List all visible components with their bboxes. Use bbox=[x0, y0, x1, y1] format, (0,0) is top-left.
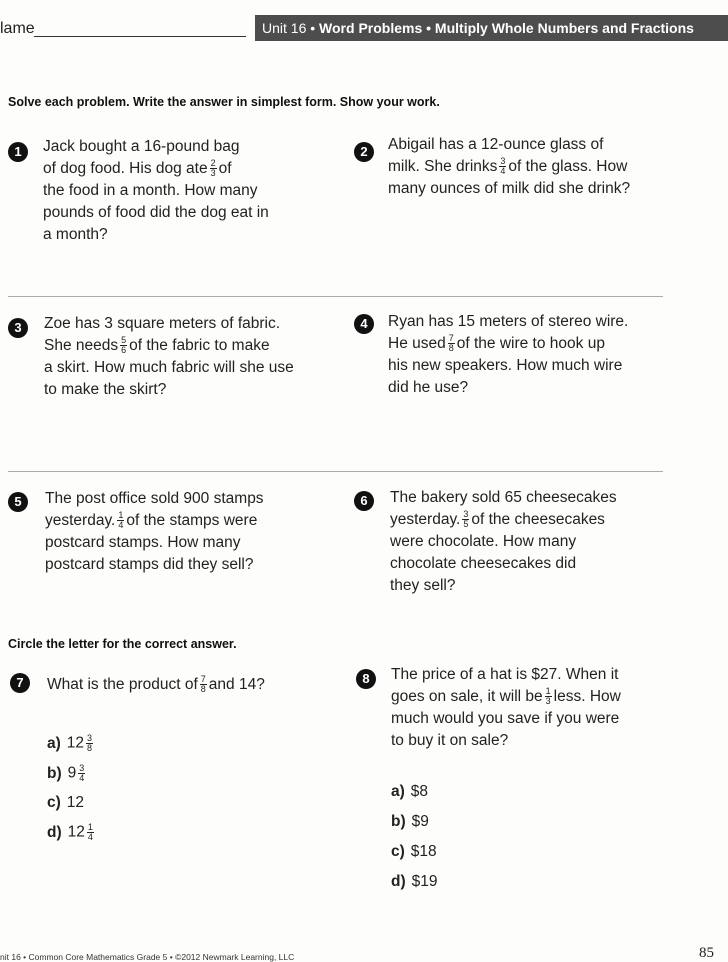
problem-line: goes on sale, it will be $\frac{1}{3}$ less. How bbox=[391, 686, 621, 707]
fraction: $\frac{1}{3}$ bbox=[545, 686, 551, 707]
problem-number-2: 2 bbox=[354, 142, 374, 162]
problem-line: chocolate cheesecakes did bbox=[390, 555, 577, 572]
unit-label: Unit 16 • bbox=[262, 20, 320, 36]
fraction: $\frac{3}{5}$ bbox=[463, 509, 469, 530]
problem-line: Ryan has 15 meters of stereo wire. bbox=[388, 313, 629, 330]
problem-line: his new speakers. How much wire bbox=[388, 357, 623, 374]
problem-line: What is the product of $\frac{7}{8}$ and 14? bbox=[47, 674, 265, 695]
fraction: $\frac{2}{3}$ bbox=[210, 158, 216, 179]
fraction: $\frac{3}{4}$ bbox=[79, 763, 85, 783]
problem-number-4: 4 bbox=[354, 314, 374, 334]
problem-number-7: 7 bbox=[10, 673, 30, 693]
problem-line: Jack bought a 16-pound bag bbox=[43, 138, 240, 155]
problem-line: to buy it on sale? bbox=[391, 732, 509, 749]
problem-line: She needs $\frac{5}{6}$ of the fabric to make bbox=[44, 335, 270, 356]
fraction: $\frac{3}{8}$ bbox=[87, 733, 93, 753]
choice-8c[interactable]: c) $18 bbox=[391, 843, 437, 860]
choice-7d[interactable]: d) 12 $\frac{1}{4}$ bbox=[47, 822, 93, 842]
problem-line: did he use? bbox=[388, 379, 469, 396]
solve-instructions: Solve each problem. Write the answer in simplest form. Show your work. bbox=[8, 95, 440, 109]
problem-line: yesterday. $\frac{3}{5}$ of the cheesecakes bbox=[390, 509, 605, 530]
choice-8d[interactable]: d) $19 bbox=[391, 873, 438, 890]
divider bbox=[8, 471, 663, 472]
fraction: $\frac{5}{6}$ bbox=[121, 335, 127, 356]
problem-4 bbox=[388, 311, 628, 399]
problem-line: postcard stamps did they sell? bbox=[45, 556, 254, 573]
problem-line: postcard stamps. How many bbox=[45, 534, 241, 551]
fraction: $\frac{1}{4}$ bbox=[118, 510, 124, 531]
problem-line: were chocolate. How many bbox=[390, 533, 577, 550]
problem-line: The price of a hat is $27. When it bbox=[391, 666, 619, 683]
problem-number-8: 8 bbox=[356, 669, 376, 689]
problem-7 bbox=[47, 674, 265, 696]
problem-line: Abigail has a 12-ounce glass of bbox=[388, 136, 604, 153]
problem-6 bbox=[390, 487, 617, 597]
problem-line: a skirt. How much fabric will she use bbox=[44, 359, 294, 376]
problem-line: many ounces of milk did she drink? bbox=[388, 180, 631, 197]
problem-line: to make the skirt? bbox=[44, 381, 167, 398]
problem-5 bbox=[45, 488, 264, 576]
problem-line: The post office sold 900 stamps bbox=[45, 490, 264, 507]
unit-title: Word Problems • Multiply Whole Numbers and Fractions bbox=[319, 20, 694, 36]
unit-header-bar bbox=[255, 15, 728, 41]
choice-8b[interactable]: b) $9 bbox=[391, 813, 429, 830]
choice-7a[interactable]: a) 12 $\frac{3}{8}$ bbox=[47, 733, 93, 753]
problem-number-3: 3 bbox=[8, 318, 28, 338]
choice-7b[interactable]: b) 9 $\frac{3}{4}$ bbox=[47, 763, 85, 783]
circle-instructions: Circle the letter for the correct answer. bbox=[8, 637, 237, 651]
problem-line: they sell? bbox=[390, 577, 456, 594]
footer-copyright: nit 16 • Common Core Mathematics Grade 5 • ©2012 Newmark Learning, LLC bbox=[0, 952, 295, 962]
divider bbox=[8, 296, 663, 297]
fraction: $\frac{7}{8}$ bbox=[448, 333, 454, 354]
fraction: $\frac{7}{8}$ bbox=[200, 674, 206, 695]
problem-line: a month? bbox=[43, 226, 108, 243]
problem-line: milk. She drinks $\frac{3}{4}$ of the glass. How bbox=[388, 156, 628, 177]
choice-8a[interactable]: a) $8 bbox=[391, 783, 429, 800]
problem-number-1: 1 bbox=[8, 142, 28, 162]
name-line[interactable] bbox=[34, 36, 246, 37]
problem-line: pounds of food did the dog eat in bbox=[43, 204, 269, 221]
problem-line: the food in a month. How many bbox=[43, 182, 258, 199]
problem-number-5: 5 bbox=[8, 492, 28, 512]
page-number: 85 bbox=[699, 945, 714, 961]
problem-line: of dog food. His dog ate $\frac{2}{3}$ of bbox=[43, 158, 232, 179]
problem-line: The bakery sold 65 cheesecakes bbox=[390, 489, 617, 506]
problem-line: much would you save if you were bbox=[391, 710, 620, 727]
fraction: $\frac{1}{4}$ bbox=[87, 822, 93, 842]
problem-8 bbox=[391, 664, 621, 752]
choice-7c[interactable]: c) 12 bbox=[47, 794, 85, 811]
problem-line: Zoe has 3 square meters of fabric. bbox=[44, 315, 281, 332]
name-label: lame bbox=[0, 20, 35, 37]
problem-2 bbox=[388, 134, 630, 200]
problem-number-6: 6 bbox=[354, 491, 374, 511]
problem-line: He used $\frac{7}{8}$ of the wire to hook up bbox=[388, 333, 605, 354]
problem-line: yesterday. $\frac{1}{4}$ of the stamps were bbox=[45, 510, 258, 531]
problem-3 bbox=[44, 313, 294, 401]
problem-1 bbox=[43, 136, 269, 246]
fraction: $\frac{3}{4}$ bbox=[500, 156, 506, 177]
